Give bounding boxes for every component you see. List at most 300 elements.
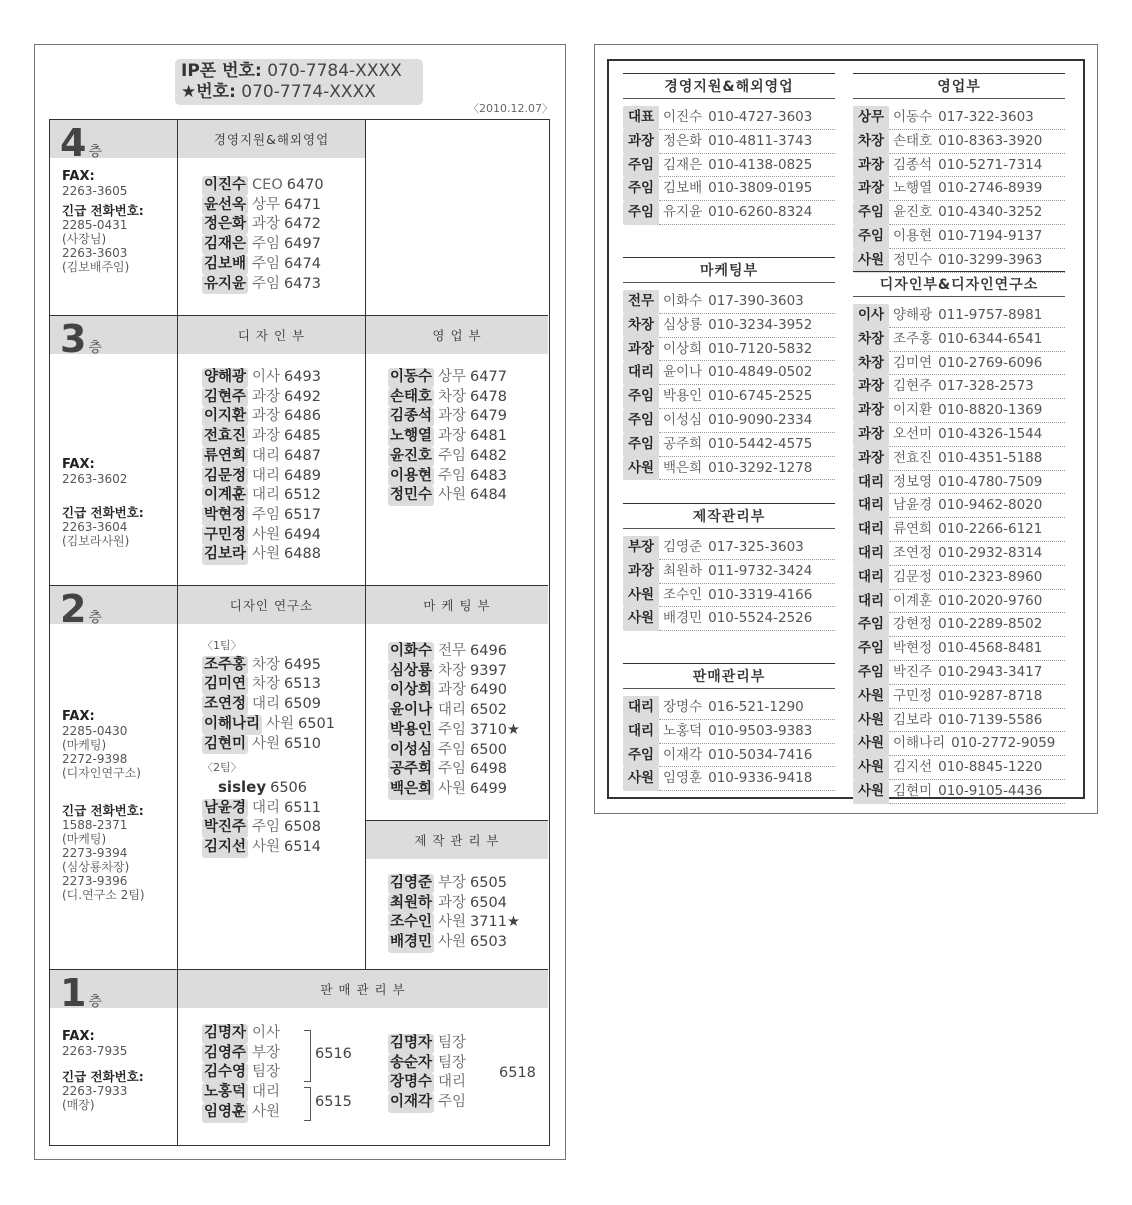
person-row xyxy=(388,780,520,800)
contact-phone: 010-2323-8960 xyxy=(938,568,1043,585)
extension: 6501 xyxy=(298,715,335,732)
extension: 6494 xyxy=(284,526,321,543)
person-rank: 부장 xyxy=(438,875,467,891)
phone-number: (디자인연구소) xyxy=(62,766,141,780)
person-name: 전효진 xyxy=(202,427,248,447)
contact-rank: 사원 xyxy=(853,780,889,804)
contact-row xyxy=(853,709,1065,733)
contact-row xyxy=(853,177,1065,201)
person-row xyxy=(388,662,520,682)
person-name: 조연정 xyxy=(202,695,248,715)
contact-name: 김보배 xyxy=(663,180,703,197)
person-row xyxy=(202,255,324,275)
contact-name: 유지윤 xyxy=(663,204,703,221)
person-rank: 차장 xyxy=(252,676,281,693)
contact-name: 이용현 xyxy=(893,227,933,244)
contact-phone: 016-521-1290 xyxy=(708,699,804,715)
phone-number: (김보라사원) xyxy=(62,534,130,548)
contact-rank: 대리 xyxy=(853,471,889,495)
person-name: 송순자 xyxy=(388,1054,434,1074)
contact-phone: 017-328-2573 xyxy=(938,378,1034,395)
person-row xyxy=(202,656,335,676)
contact-name: 심상룡 xyxy=(663,316,703,333)
person-rank: 대리 xyxy=(252,447,281,464)
fax-label: FAX: xyxy=(62,169,95,184)
people-list xyxy=(202,176,324,294)
dept-sales-mgmt xyxy=(623,663,835,791)
contact-rank: 사원 xyxy=(853,249,889,273)
person-name: 김보라 xyxy=(202,545,248,565)
extension: 6503 xyxy=(470,934,507,951)
person-name: 구민정 xyxy=(202,526,248,546)
contact-rank: 대리 xyxy=(623,361,659,385)
person-row xyxy=(388,933,520,953)
extension: 6490 xyxy=(470,682,507,699)
person-row xyxy=(388,447,507,467)
contact-name: 류연희 xyxy=(893,521,933,538)
contact-phone: 010-4727-3603 xyxy=(708,109,813,125)
team-label: 〈2팀〉 xyxy=(202,761,242,775)
contact-row xyxy=(853,130,1065,154)
person-row xyxy=(202,1103,280,1123)
phone-number: (심상룡차장) xyxy=(62,860,130,874)
contact-phone: 010-4138-0825 xyxy=(708,156,813,173)
extension: 6482 xyxy=(470,447,507,464)
contact-rank: 과장 xyxy=(853,177,889,201)
person-rank: 과장 xyxy=(252,428,281,445)
dept-design xyxy=(853,271,1065,804)
person-name: 김영준 xyxy=(388,874,434,894)
extension: 6486 xyxy=(284,408,321,425)
contact-name: 장명수 xyxy=(663,699,703,715)
extension: 6478 xyxy=(470,388,507,405)
person-row xyxy=(202,1024,280,1044)
contact-row xyxy=(623,314,835,338)
group-ext: 6518 xyxy=(499,1065,536,1081)
person-row xyxy=(202,715,335,735)
contact-phone: 017-325-3603 xyxy=(708,539,804,555)
contact-phone: 010-3319-4166 xyxy=(708,586,813,603)
phone-number: 2285-0430 xyxy=(62,724,128,738)
contact-phone: 010-2266-6121 xyxy=(938,521,1043,538)
phone-number: (김보배주임) xyxy=(62,260,130,274)
phone-number: 2285-0431 xyxy=(62,218,128,232)
dept-title: 제작관리부 xyxy=(623,503,835,529)
floor-directory-sheet xyxy=(34,44,566,1160)
extension: 6492 xyxy=(284,388,321,405)
contact-name: 양해광 xyxy=(893,307,933,323)
extension: 3711★ xyxy=(470,914,520,931)
dept-header: 영 업 부 xyxy=(366,316,548,354)
floor-1 xyxy=(50,970,548,1145)
dept-header: 디 자 인 부 xyxy=(178,316,365,354)
person-row xyxy=(388,1093,466,1113)
contact-row xyxy=(853,154,1065,178)
person-name: 조수인 xyxy=(388,913,434,933)
contact-rank: 주임 xyxy=(623,385,659,409)
contact-name: 이진수 xyxy=(663,109,703,125)
extension: 6511 xyxy=(284,799,321,816)
contact-phone: 010-8363-3920 xyxy=(938,132,1043,149)
contact-phone: 010-7120-5832 xyxy=(708,340,813,357)
contact-phone: 010-2769-6096 xyxy=(938,354,1043,371)
phone-number: (디.연구소 2팀) xyxy=(62,888,145,902)
contact-phone: 011-9757-8981 xyxy=(938,307,1043,323)
extension: 6470 xyxy=(286,177,324,193)
sales-mgmt-group-c xyxy=(388,1034,466,1113)
contact-name: 이재각 xyxy=(663,746,703,763)
person-rank: 사원 xyxy=(252,735,281,752)
ip-number: 070-7784-XXXX xyxy=(267,61,402,81)
contact-rank: 주임 xyxy=(853,637,889,661)
person-row xyxy=(388,388,507,408)
contact-rank: 대리 xyxy=(853,566,889,590)
person-row xyxy=(202,486,321,506)
contact-phone: 010-4849-0502 xyxy=(708,364,813,381)
phone-number: (마케팅) xyxy=(62,738,107,752)
person-name: 노행열 xyxy=(388,427,434,447)
contact-row xyxy=(623,584,835,608)
contact-rank: 과장 xyxy=(853,447,889,471)
contact-name: 임영훈 xyxy=(663,770,703,787)
contact-phone: 010-9462-8020 xyxy=(938,497,1043,514)
contact-rank: 주임 xyxy=(853,201,889,225)
contact-name: 백은희 xyxy=(663,459,703,476)
dept-header: 마 케 팅 부 xyxy=(366,586,548,624)
contact-name: 구민정 xyxy=(893,687,933,704)
sales-mgmt-group-a xyxy=(202,1024,280,1123)
contact-phone: 010-2746-8939 xyxy=(938,180,1043,197)
person-row xyxy=(202,799,335,819)
person-rank: 사원 xyxy=(252,546,281,563)
contact-row xyxy=(853,661,1065,685)
person-row xyxy=(388,467,507,487)
contact-rank: 사원 xyxy=(623,767,659,791)
person-row xyxy=(388,760,520,780)
contact-rank: 사원 xyxy=(853,732,889,756)
person-row xyxy=(388,486,507,506)
contact-name: 윤이나 xyxy=(663,364,703,381)
extension: 6481 xyxy=(470,428,507,445)
phone-number: (사장님) xyxy=(62,232,107,246)
contact-rank: 주임 xyxy=(853,661,889,685)
person-rank: 사원 xyxy=(438,487,467,504)
extension: 6502 xyxy=(470,702,507,719)
person-rank: 주임 xyxy=(438,761,467,778)
dept-title: 마케팅부 xyxy=(623,257,835,283)
dept-header: 제 작 관 리 부 xyxy=(366,821,548,859)
contact-row xyxy=(853,201,1065,225)
person-name: 김명자 xyxy=(202,1024,248,1044)
person-name: 유지윤 xyxy=(202,275,248,295)
contact-row xyxy=(623,201,835,225)
contact-rank: 사원 xyxy=(853,709,889,733)
person-row xyxy=(202,695,335,715)
contact-row xyxy=(853,637,1065,661)
person-name: 남윤경 xyxy=(202,799,248,819)
contact-row xyxy=(853,613,1065,637)
contact-phone: 010-2020-9760 xyxy=(938,592,1043,609)
contact-name: 배경민 xyxy=(663,610,703,627)
phone-number: 2263-7935 xyxy=(62,1044,128,1058)
extension: 6485 xyxy=(284,428,321,445)
ip-phone-header xyxy=(175,59,423,105)
contact-phone: 010-3234-3952 xyxy=(708,316,813,333)
person-rank: 상무 xyxy=(438,369,467,385)
extension: 6504 xyxy=(470,894,507,911)
contact-name: 김보라 xyxy=(893,711,933,728)
person-rank: 대리 xyxy=(252,467,281,484)
contact-name: 이동수 xyxy=(893,109,933,125)
person-row xyxy=(388,874,520,894)
contact-row xyxy=(623,696,835,720)
floor-4-label xyxy=(50,120,178,315)
person-name: 공주희 xyxy=(388,760,434,780)
contact-rank: 사원 xyxy=(623,457,659,481)
person-rank: 사원 xyxy=(252,839,281,856)
floor-number: 2 층 xyxy=(60,587,102,631)
person-row xyxy=(202,818,335,838)
person-row xyxy=(388,681,520,701)
person-row xyxy=(388,741,520,761)
extension: 6479 xyxy=(470,408,507,425)
contact-rank: 사원 xyxy=(623,607,659,631)
person-rank: 상무 xyxy=(252,196,281,213)
contact-row xyxy=(623,433,835,457)
extension: 6497 xyxy=(284,236,321,253)
extension: 6517 xyxy=(284,506,321,523)
contact-rank: 과장 xyxy=(853,375,889,399)
person-rank: 이사 xyxy=(252,369,281,385)
person-name: 배경민 xyxy=(388,933,434,953)
contact-name: 박진주 xyxy=(893,663,933,680)
person-name: 김지선 xyxy=(202,838,248,858)
person-name: 이용현 xyxy=(388,467,434,487)
contact-phone: 010-3809-0195 xyxy=(708,180,813,197)
person-name: 정은화 xyxy=(202,215,248,235)
extension: 6496 xyxy=(470,643,507,659)
person-name: 백은희 xyxy=(388,780,434,800)
contact-phone: 010-8845-1220 xyxy=(938,759,1043,776)
person-row xyxy=(202,545,321,565)
person-rank: 대리 xyxy=(252,487,281,504)
contact-row xyxy=(853,352,1065,376)
contact-row xyxy=(853,447,1065,471)
floor-2-label xyxy=(50,586,178,969)
contact-phone: 010-4351-5188 xyxy=(938,449,1043,466)
extension: 6472 xyxy=(284,216,321,233)
person-name: 정민수 xyxy=(388,486,434,506)
extension: 6499 xyxy=(470,780,507,797)
extension: 6508 xyxy=(284,819,321,836)
contact-row xyxy=(623,720,835,744)
contact-name: 정은화 xyxy=(663,132,703,149)
contact-phone: 010-3299-3963 xyxy=(938,251,1043,268)
person-rank: 과장 xyxy=(438,408,467,425)
person-rank: 주임 xyxy=(252,275,281,292)
contact-name: 남윤경 xyxy=(893,497,933,514)
contact-phone: 010-6344-6541 xyxy=(938,330,1043,347)
contact-rank: 주임 xyxy=(623,201,659,225)
contact-row xyxy=(853,225,1065,249)
contact-phone: 011-9732-3424 xyxy=(708,562,813,579)
contact-name: 조주홍 xyxy=(893,330,933,347)
person-row xyxy=(202,215,324,235)
person-row xyxy=(388,642,520,662)
person-name: 이상희 xyxy=(388,681,434,701)
dept-title: 경영지원&해외영업 xyxy=(623,73,835,99)
person-name: 김현미 xyxy=(202,735,248,755)
extension: 6500 xyxy=(470,741,507,758)
contact-row xyxy=(853,732,1065,756)
person-name: 류연희 xyxy=(202,447,248,467)
person-name: 노홍덕 xyxy=(202,1083,248,1103)
contact-row xyxy=(623,154,835,178)
floor-1-label xyxy=(50,970,178,1145)
contact-rank: 주임 xyxy=(853,225,889,249)
extension: 6514 xyxy=(284,839,321,856)
phone-number: 2273-9394 xyxy=(62,846,128,860)
person-name: 김영주 xyxy=(202,1044,248,1064)
person-rank: 주임 xyxy=(252,255,281,272)
person-name: 이화수 xyxy=(388,642,434,662)
contact-name: 김종석 xyxy=(893,156,933,173)
person-row xyxy=(202,388,321,408)
contact-row xyxy=(623,767,835,791)
contact-phone: 010-4780-7509 xyxy=(938,473,1043,490)
contact-name: 오선미 xyxy=(893,425,933,442)
person-rank: 주임 xyxy=(252,506,281,523)
contact-rank: 대리 xyxy=(853,542,889,566)
person-name: 이해나리 xyxy=(202,715,262,735)
star-label: ★번호: xyxy=(181,82,236,102)
contact-name: 이지환 xyxy=(893,402,933,419)
contact-rank: 차장 xyxy=(623,314,659,338)
contact-row xyxy=(623,290,835,314)
person-name: 심상룡 xyxy=(388,662,434,682)
contact-phone: 010-7139-5586 xyxy=(938,711,1043,728)
extension: 6483 xyxy=(470,467,507,484)
person-row xyxy=(202,275,324,295)
people-list xyxy=(388,642,520,800)
person-row xyxy=(202,447,321,467)
person-row xyxy=(202,176,324,196)
contact-name: 김지선 xyxy=(893,759,933,776)
person-row xyxy=(202,675,335,695)
contact-row xyxy=(623,106,835,130)
contact-phone: 010-5524-2526 xyxy=(708,610,813,627)
extension: 6505 xyxy=(470,875,507,891)
contact-name: 손태호 xyxy=(893,132,933,149)
person-name: 박용인 xyxy=(388,721,434,741)
person-row xyxy=(388,894,520,914)
person-rank: 팀장 xyxy=(438,1035,467,1051)
contact-name: 최원하 xyxy=(663,562,703,579)
contact-row xyxy=(853,106,1065,130)
person-rank: 대리 xyxy=(252,1084,281,1101)
person-name: 김미연 xyxy=(202,675,248,695)
contact-name: 정민수 xyxy=(893,251,933,268)
contact-phone: 010-4811-3743 xyxy=(708,132,813,149)
person-rank: 팀장 xyxy=(252,1064,281,1081)
contact-rank: 대리 xyxy=(853,590,889,614)
contact-row xyxy=(853,304,1065,328)
contact-rank: 주임 xyxy=(623,433,659,457)
contact-row xyxy=(853,328,1065,352)
contact-rank: 차장 xyxy=(853,352,889,376)
person-row xyxy=(202,506,321,526)
person-name: 박진주 xyxy=(202,818,248,838)
person-row xyxy=(202,427,321,447)
contact-name: 윤진호 xyxy=(893,204,933,221)
contact-phone: 010-9287-8718 xyxy=(938,687,1043,704)
floor-2-contact-info: FAX: 2285-0430 (마케팅) 2272-9398 (디자인연구소) 긴급 전화번호: 1588-2371 (마케팅) 2273-9394 (심상룡차장) 2273-9396 (디.연구소 2팀) xyxy=(62,709,145,902)
dept-sales xyxy=(853,73,1065,273)
floor-4 xyxy=(50,120,548,316)
person-name: 김문정 xyxy=(202,467,248,487)
contact-row xyxy=(853,471,1065,495)
contact-row xyxy=(853,249,1065,273)
people-list xyxy=(202,368,321,565)
person-name: 윤이나 xyxy=(388,701,434,721)
group-ext: 6516 xyxy=(315,1046,352,1062)
contact-name: 조수인 xyxy=(663,586,703,603)
extension: 6495 xyxy=(284,656,321,673)
person-row xyxy=(202,235,324,255)
person-row xyxy=(202,735,335,755)
person-rank: 사원 xyxy=(252,526,281,543)
contact-row xyxy=(853,518,1065,542)
person-row xyxy=(388,701,520,721)
person-rank: 사원 xyxy=(252,1103,281,1120)
floor-3-contact-info: FAX: 2263-3602 긴급 전화번호: 2263-3604 (김보라사원) xyxy=(62,457,144,548)
contact-row xyxy=(623,130,835,154)
person-rank: 주임 xyxy=(438,447,467,464)
person-rank: 사원 xyxy=(438,934,467,951)
person-rank: 사원 xyxy=(438,780,467,797)
extension: 9397 xyxy=(470,662,507,679)
person-name: 김보배 xyxy=(202,255,248,275)
contact-frame xyxy=(607,59,1085,799)
person-rank: 차장 xyxy=(438,388,467,405)
contact-name: 이상희 xyxy=(663,340,703,357)
extension: 6473 xyxy=(284,275,321,292)
person-name: 이계훈 xyxy=(202,486,248,506)
person-row xyxy=(388,407,507,427)
contact-row xyxy=(623,361,835,385)
contact-row xyxy=(623,457,835,481)
extension: 6510 xyxy=(284,735,321,752)
person-rank: 과장 xyxy=(252,216,281,233)
contact-phone: 010-9336-9418 xyxy=(708,770,813,787)
contact-row xyxy=(853,375,1065,399)
person-rank: 사원 xyxy=(266,715,295,732)
contact-rank: 과장 xyxy=(623,130,659,154)
dept-title: 판매관리부 xyxy=(623,663,835,689)
person-rank: 부장 xyxy=(252,1044,281,1061)
person-rank: 주임 xyxy=(438,741,467,758)
dept-marketing xyxy=(623,257,835,480)
person-name: 김종석 xyxy=(388,407,434,427)
person-rank: 이사 xyxy=(252,1025,281,1041)
contact-name: 박용인 xyxy=(663,388,703,405)
person-rank: 팀장 xyxy=(438,1054,467,1071)
emergency-label: 긴급 전화번호: xyxy=(62,203,144,218)
contact-row xyxy=(853,566,1065,590)
contact-phone: 017-390-3603 xyxy=(708,293,804,309)
person-rank: 대리 xyxy=(438,702,467,719)
people-list xyxy=(388,874,520,953)
